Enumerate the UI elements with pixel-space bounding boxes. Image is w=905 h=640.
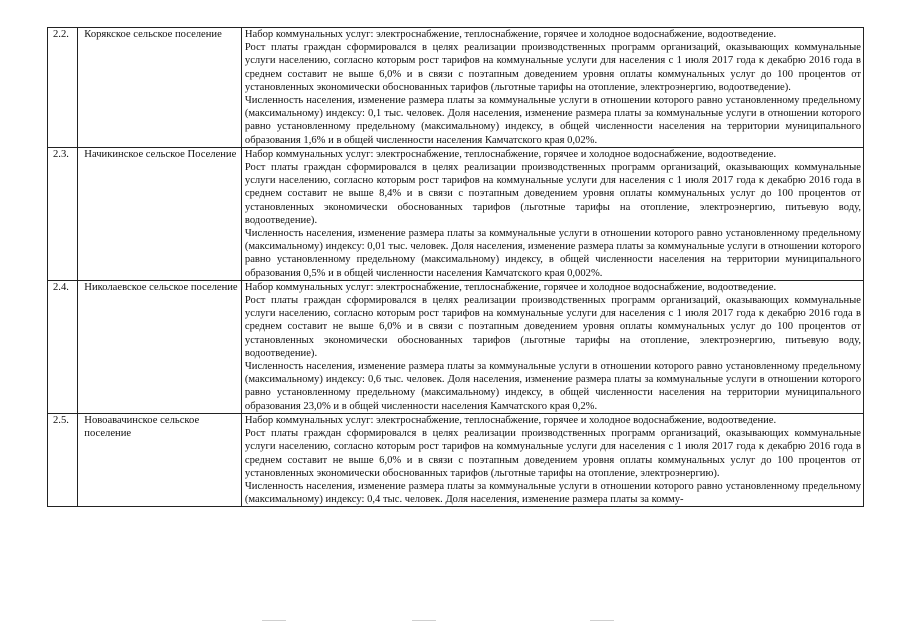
description-cell — [241, 28, 863, 148]
population-paragraph: Численность населения, изменение размера платы за коммунальные услуги в отношении которого равно установленному предельному (максимальному) индексу: 0,01 тыс. человек. Доля населения, изменение размера платы за коммунальные услуги в отношении которого равно установленному предельному (максимальному) индексу, в общей численности населения на территории муниципального образования 0,5% и в общей численности населения Камчатского края 0,002%. — [244, 228, 861, 279]
row-number: 2.5. — [48, 413, 78, 506]
population-paragraph: Численность населения, изменение размера платы за коммунальные услуги в отношении которого равно установленному предельному (максимальному) индексу: 0,4 тыс. человек. Доля населения, изменение размера платы за комму- — [244, 480, 861, 506]
scan-artifact — [590, 620, 614, 621]
growth-paragraph: Рост платы граждан сформировался в целях реализации производственных программ организаций, оказывающих коммунальные услуги населению, согласно которым рост тарифов на коммунальные услуги для населения с 1 июля 2017 года к декабрю 2016 года в среднем составит не выше 8,4% и в связи с поэтапным доведением уровня оплаты коммунальных услуг до 100 процентов от установленных экономически обоснованных тарифов (льготные тарифы на отопление, электроэнергию, питьевую воду, водоотведение). — [244, 162, 861, 226]
services-paragraph: Набор коммунальных услуг: электроснабжение, теплоснабжение, горячее и холодное водоснабжение, водоотведение. — [244, 148, 777, 160]
population-paragraph: Численность населения, изменение размера платы за коммунальные услуги в отношении которого равно установленному предельному (максимальному) индексу: 0,6 тыс. человек. Доля населения, изменение размера платы за коммунальные услуги в отношении которого равно установленному предельному (максимальному) индексу, в общей численности населения на территории муниципального образования 23,0% и в общей численности населения Камчатского края 0,2%. — [244, 361, 861, 412]
settlement-name: Николаевское сельское поселение — [78, 280, 242, 413]
settlement-name: Корякское сельское поселение — [78, 28, 242, 148]
services-paragraph: Набор коммунальных услуг: электроснабжение, теплоснабжение, горячее и холодное водоснабжение, водоотведение. — [244, 414, 777, 426]
row-number: 2.4. — [48, 280, 78, 413]
scan-artifact — [262, 620, 286, 621]
description-cell — [241, 280, 863, 413]
settlement-name: Начикинское сельское Поселение — [78, 147, 242, 280]
description-cell — [241, 147, 863, 280]
row-number: 2.3. — [48, 147, 78, 280]
table-row — [48, 28, 864, 148]
scan-artifact — [412, 620, 436, 621]
population-paragraph: Численность населения, изменение размера платы за коммунальные услуги в отношении которого равно установленному предельному (максимальному) индексу: 0,1 тыс. человек. Доля населения, изменение размера платы за коммунальные услуги в отношении которого равно установленному предельному (максимальному) индексу, в общей численности населения на территории муниципального образования 1,6% и в общей численности населения Камчатского края 0,02%. — [244, 95, 861, 146]
growth-paragraph: Рост платы граждан сформировался в целях реализации производственных программ организаций, оказывающих коммунальные услуги населению, согласно которым рост тарифов на коммунальные услуги для населения с 1 июля 2017 года к декабрю 2016 года в среднем составит не выше 6,0% и в связи с поэтапным доведением уровня оплаты коммунальных услуг до 100 процентов от установленных экономически обоснованных тарифов (льготные тарифы на отопление, электроэнергию, питьевую воду, водоотведение). — [244, 295, 861, 359]
tariff-table — [47, 27, 864, 507]
description-cell — [241, 413, 863, 506]
table-row — [48, 147, 864, 280]
services-paragraph: Набор коммунальных услуг: электроснабжение, теплоснабжение, горячее и холодное водоснабжение, водоотведение. — [244, 29, 777, 40]
table-row — [48, 280, 864, 413]
services-paragraph: Набор коммунальных услуг: электроснабжение, теплоснабжение, горячее и холодное водоснабжение, водоотведение. — [244, 281, 777, 293]
growth-paragraph: Рост платы граждан сформировался в целях реализации производственных программ организаций, оказывающих коммунальные услуги населению, согласно которым рост тарифов на коммунальные услуги для населения с 1 июля 2017 года к декабрю 2016 года в среднем составит не выше 6,0% и в связи с поэтапным доведением уровня оплаты коммунальных услуг до 100 процентов от установленных экономически обоснованных тарифов (льготные тарифы на отопление, электроэнергию, водоотведение). — [244, 42, 861, 93]
growth-paragraph: Рост платы граждан сформировался в целях реализации производственных программ организаций, оказывающих коммунальные услуги населению, согласно которым рост тарифов на коммунальные услуги для населения с 1 июля 2017 года к декабрю 2016 года в среднем составит не выше 6,0% и в связи с поэтапным доведением уровня оплаты коммунальных услуг до 100 процентов от установленных экономически обоснованных тарифов (льготные тарифы на отопление, электроэнергию). — [244, 428, 861, 479]
table-row — [48, 413, 864, 506]
row-number: 2.2. — [48, 28, 78, 148]
settlement-name: Новоавачинское сельское поселение — [78, 413, 242, 506]
